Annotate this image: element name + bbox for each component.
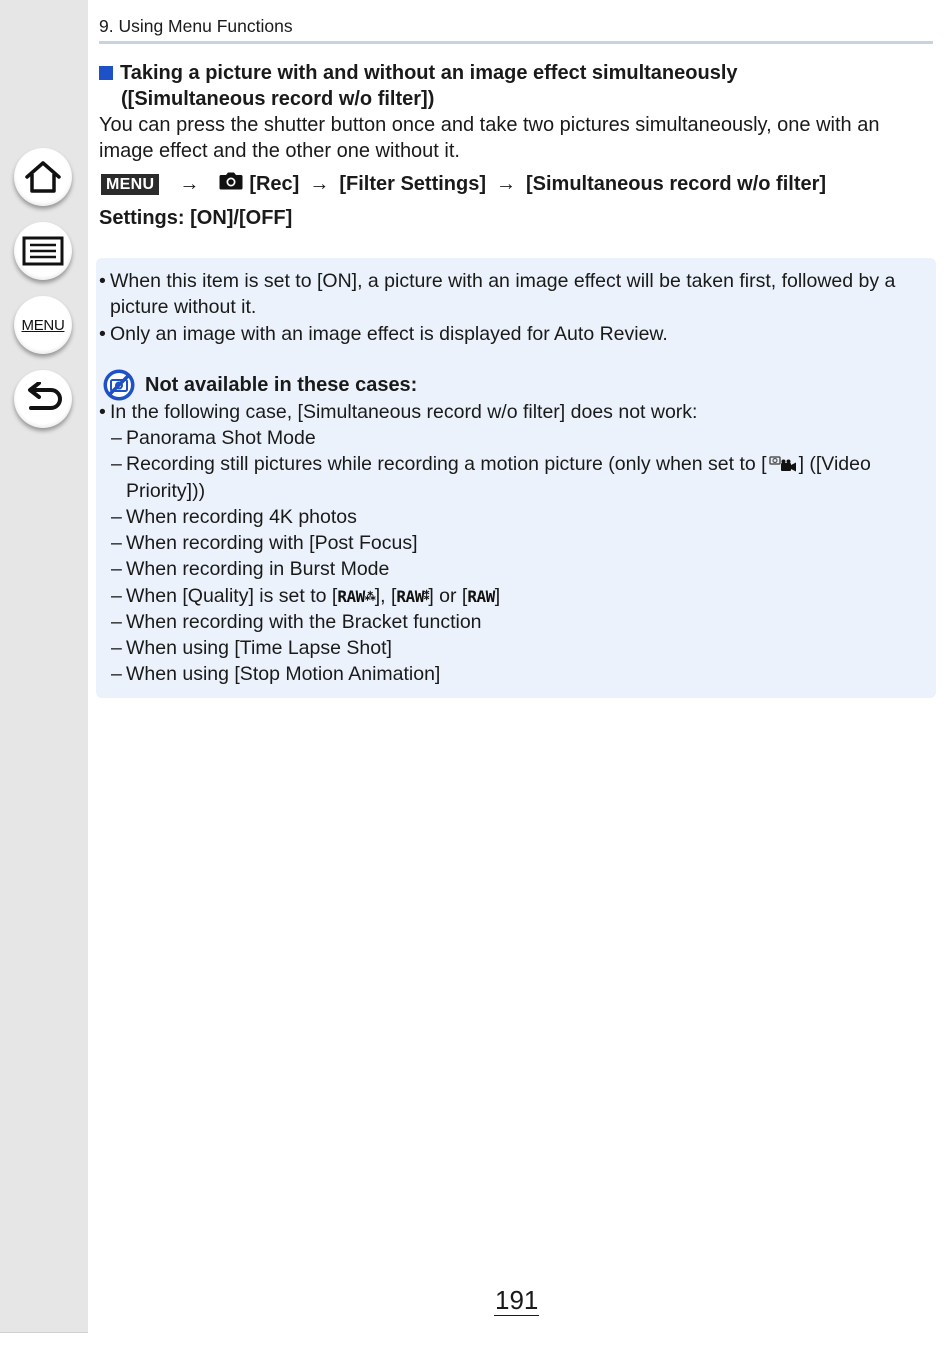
note-item: • Only an image with an image effect is displayed for Auto Review. (99, 321, 929, 347)
list-item: – Panorama Shot Mode (111, 427, 316, 449)
list-item: – When using [Stop Motion Animation] (111, 663, 441, 685)
header-divider (99, 41, 933, 44)
list-item: – When recording in Burst Mode (111, 558, 390, 580)
note-item: • In the following case, [Simultaneous record w/o filter] does not work: (99, 399, 929, 425)
intro-paragraph (99, 112, 929, 164)
path-arrow: → (496, 172, 516, 195)
note-item: • When this item is set to [ON], a picture with an image effect will be taken first, followed by a picture without it. (99, 268, 929, 321)
section-bullet-icon (99, 66, 113, 80)
list-icon (22, 236, 64, 266)
page-number: 191 (495, 1285, 539, 1315)
list-item: – When using [Time Lapse Shot] (111, 637, 392, 659)
back-button[interactable] (14, 370, 72, 428)
chapter-title: 9. Using Menu Functions (99, 16, 293, 36)
not-available-title: Not available in these cases: (145, 373, 418, 396)
sidebar (0, 0, 88, 1332)
path-rec: [Rec] (249, 172, 300, 195)
not-available-heading (102, 368, 417, 402)
section-title-line1: Taking a picture with and without an image effect simultaneously (120, 62, 738, 84)
raw-icon: RAW (467, 587, 495, 606)
note1-line2: picture without it. (110, 296, 257, 319)
note2-text: Only an image with an image effect is displayed for Auto Review. (110, 323, 668, 345)
case-intro: In the following case, [Simultaneous record w/o filter] does not work: (110, 401, 698, 423)
raw-fine-icon: RAW⁂ (337, 587, 375, 606)
note1-line1: When this item is set to [ON], a picture with an image effect will be taken first, followed by a (110, 270, 896, 292)
menu-button-icon: MENU (101, 174, 159, 195)
sidebar-footer (0, 1332, 88, 1353)
list-item: – When recording with [Post Focus] (111, 532, 418, 554)
list-item-continuation: Priority])) (126, 480, 206, 502)
list-item: – When recording 4K photos (111, 506, 357, 528)
home-icon (23, 159, 63, 195)
not-available-icon (102, 368, 136, 402)
section-title (99, 60, 899, 112)
section-title-line2: ([Simultaneous record w/o filter]) (121, 88, 435, 110)
list-item: – When [Quality] is set to [RAW⁂], [RAW⁑] or [RAW] (111, 585, 501, 607)
settings-values: Settings: [ON]/[OFF] (99, 207, 293, 229)
intro-line1: You can press the shutter button once and take two pictures simultaneously, one with an (99, 114, 880, 136)
list-item: – Recording still pictures while recording a motion picture (only when set to [ ] ([Video (111, 453, 871, 475)
video-priority-icon (768, 453, 798, 473)
intro-line2: image effect and the other one without it. (99, 140, 460, 162)
menu-button[interactable] (14, 296, 72, 354)
path-filter-settings: [Filter Settings] (339, 172, 486, 195)
menu-path (101, 170, 826, 198)
back-icon (23, 382, 63, 416)
contents-button[interactable] (14, 222, 72, 280)
home-button[interactable] (14, 148, 72, 206)
path-arrow: → (309, 172, 330, 195)
raw-standard-icon: RAW⁑ (396, 587, 429, 606)
menu-icon: MENU (21, 316, 65, 334)
path-arrow: → (179, 172, 200, 195)
list-item: – When recording with the Bracket function (111, 611, 482, 633)
camera-icon (219, 172, 243, 196)
path-simultaneous-record: [Simultaneous record w/o filter] (526, 172, 827, 195)
